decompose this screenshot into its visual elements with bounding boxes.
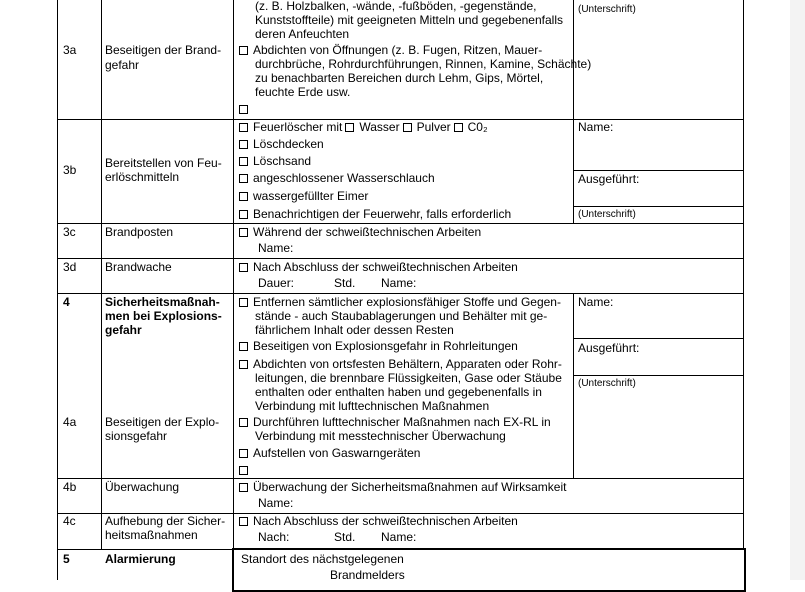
checkbox[interactable]	[239, 46, 248, 55]
duration-label: Dauer:	[258, 276, 295, 290]
checkbox[interactable]	[239, 360, 248, 369]
row-number: 4c	[63, 514, 76, 528]
row-number: 3c	[63, 225, 76, 239]
checkbox[interactable]	[239, 263, 248, 272]
row-title-line: gefahr	[105, 58, 140, 72]
page-margin	[790, 0, 805, 580]
row-number: 4b	[63, 480, 77, 494]
item-text: fährlichem Inhalt oder dessen Resten	[255, 323, 454, 337]
row-title: Alarmierung	[105, 552, 176, 566]
item-text: feuchte Erde usw.	[255, 85, 351, 99]
row-number: 3d	[63, 260, 77, 274]
item-text: angeschlossener Wasserschlauch	[239, 171, 435, 185]
item-text: zu benachbarten Bereichen durch Lehm, Gips, Mörtel,	[255, 71, 544, 85]
hours-label: Std.	[334, 530, 356, 544]
row-separator	[57, 258, 744, 259]
item-text	[239, 463, 253, 477]
item-text: Löschsand	[239, 154, 311, 168]
row-separator	[57, 293, 744, 294]
item-text: Überwachung der Sicherheitsmaßnahmen auf Wirksamkeit	[239, 480, 566, 494]
signature-label: (Unterschrift)	[578, 209, 636, 220]
item-text: leitungen, die brennbare Flüssigkeiten, Gase oder Stäube	[255, 371, 562, 385]
row-title-line: men bei Explosions-	[105, 309, 222, 323]
executed-label: Ausgeführt:	[578, 172, 640, 186]
signature-line	[573, 375, 744, 376]
table-divider-signature-3b	[573, 119, 574, 223]
checkbox[interactable]	[239, 210, 248, 219]
table-divider-title	[101, 0, 102, 550]
row-number: 5	[63, 552, 70, 566]
alarm-text: Brandmelders	[330, 568, 405, 582]
item-text: Verbindung mit messtechnischer Überwachung	[255, 429, 506, 443]
row-title: Brandposten	[105, 225, 174, 239]
row-title-line: Sicherheitsmaßnah-	[105, 295, 220, 309]
signature-line	[573, 206, 744, 207]
item-text: Während der schweißtechnischen Arbeiten	[239, 225, 481, 239]
extinguisher-options: Feuerlöscher mit Wasser Pulver C0₂	[239, 120, 488, 134]
checkbox[interactable]	[239, 140, 248, 149]
checkbox[interactable]	[239, 123, 248, 132]
checkbox[interactable]	[239, 192, 248, 201]
item-text: Beseitigen von Explosionsgefahr in Rohrleitungen	[239, 339, 518, 353]
item-text: Entfernen sämtlicher explosionsfähiger Stoffe und Gegen-	[239, 295, 561, 309]
signature-line	[573, 338, 744, 339]
row-title-line: Beseitigen der Brand-	[105, 43, 222, 57]
row-number: 4	[63, 295, 70, 309]
row-title-line: erlöschmitteln	[105, 170, 180, 184]
table-divider-signature-4	[573, 293, 574, 478]
item-text: Löschdecken	[239, 137, 324, 151]
checkbox[interactable]	[239, 449, 248, 458]
row-number: 3b	[63, 163, 77, 177]
item-text: Kunststoffteile) mit geeigneten Mitteln und gegebenenfalls	[255, 13, 563, 27]
item-text: Nach Abschluss der schweißtechnischen Arbeiten	[239, 514, 518, 528]
row-number: 3a	[63, 43, 77, 57]
name-label: Name:	[381, 276, 417, 290]
item-text: (z. B. Holzbalken, -wände, -fußböden, -gegenstände,	[255, 0, 537, 13]
executed-label: Ausgeführt:	[578, 341, 640, 355]
row-title: Brandwache	[105, 260, 172, 274]
item-text: stände - auch Staubablagerungen und Behälter mit ge-	[255, 309, 548, 323]
item-text: Durchführen lufttechnischer Maßnahmen nach EX-RL in	[239, 415, 551, 429]
hours-label: Std.	[334, 276, 356, 290]
checkbox[interactable]	[239, 418, 248, 427]
checkbox-powder[interactable]	[403, 123, 412, 132]
row-title-line: Beseitigen der Explo-	[105, 415, 220, 429]
checkbox[interactable]	[239, 483, 248, 492]
checkbox-co2[interactable]	[454, 123, 463, 132]
item-text: enthalten oder enthalten haben und gegebenenfalls in	[255, 385, 542, 399]
row-title-line: Bereitstellen von Feu-	[105, 156, 222, 170]
checkbox[interactable]	[239, 342, 248, 351]
table-divider-content	[233, 0, 234, 550]
item-text: Abdichten von Öffnungen (z. B. Fugen, Ritzen, Mauer-	[239, 43, 542, 57]
name-label: Name:	[381, 530, 417, 544]
signature-label: (Unterschrift)	[578, 378, 636, 389]
checkbox[interactable]	[239, 517, 248, 526]
item-text: Benachrichtigen der Feuerwehr, falls erforderlich	[239, 207, 511, 221]
item-text: Aufstellen von Gaswarngeräten	[239, 446, 420, 460]
checkbox[interactable]	[239, 174, 248, 183]
item-text: Verbindung mit lufttechnischen Maßnahmen	[255, 399, 490, 413]
alarm-text: Standort des nächstgelegenen	[241, 552, 404, 566]
checkbox[interactable]	[239, 105, 248, 114]
row-title-line: sionsgefahr	[105, 429, 168, 443]
item-text: wassergefüllter Eimer	[239, 189, 368, 203]
row-separator	[57, 478, 744, 479]
item-text: durchbrüche, Rohrdurchführungen, Rinnen, Kamine, Schächte)	[255, 57, 592, 71]
row-title: Überwachung	[105, 480, 180, 494]
name-label: Name:	[258, 241, 294, 255]
item-text: Abdichten von ortsfesten Behältern, Apparaten oder Rohr-	[239, 357, 562, 371]
checkbox[interactable]	[239, 228, 248, 237]
row-title-line: Aufhebung der Sicher-	[105, 514, 226, 528]
signature-line	[573, 170, 744, 171]
name-label: Name:	[258, 496, 294, 510]
table-border-left	[57, 0, 58, 580]
item-text	[239, 102, 253, 116]
checkbox[interactable]	[239, 157, 248, 166]
item-text: Nach Abschluss der schweißtechnischen Arbeiten	[239, 260, 518, 274]
name-label: Name:	[578, 120, 614, 134]
after-label: Nach:	[258, 530, 290, 544]
row-title-line: heitsmaßnahmen	[105, 528, 198, 542]
row-title-line: gefahr	[105, 323, 142, 337]
table-border-right	[743, 0, 744, 550]
item-text: deren Anfeuchten	[255, 27, 350, 41]
row-number: 4a	[63, 415, 77, 429]
row-separator	[57, 223, 744, 224]
checkbox-water[interactable]	[345, 123, 354, 132]
signature-label: (Unterschrift)	[578, 4, 636, 15]
checkbox[interactable]	[239, 466, 248, 475]
name-label: Name:	[578, 295, 614, 309]
checkbox[interactable]	[239, 298, 248, 307]
